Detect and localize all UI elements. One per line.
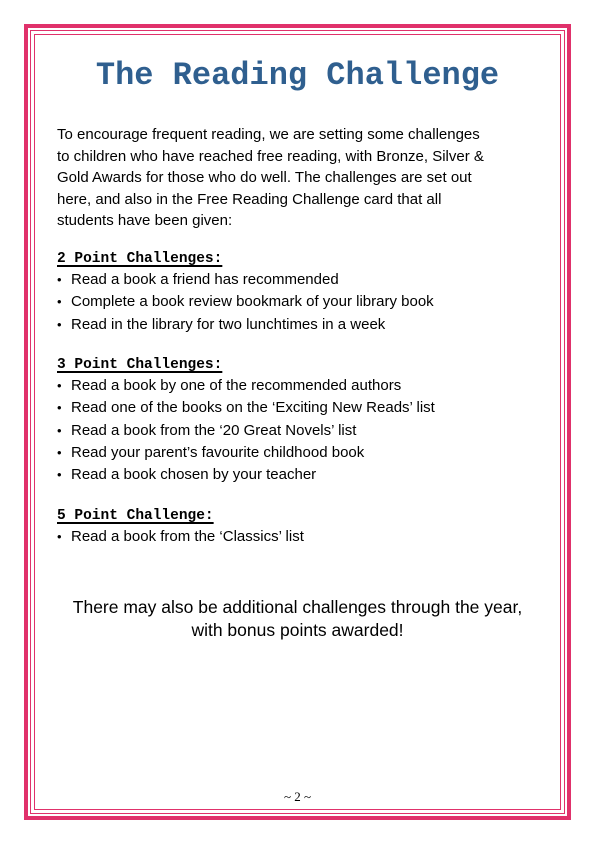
list-item [57,269,547,291]
closing-line: There may also be additional challenges through the year, [72,597,523,617]
challenge-text: Read a book from the ‘20 Great Novels’ list [71,421,357,439]
challenge-text: Read in the library for two lunchtimes in a week [71,315,386,333]
page-number: ~ 2 ~ [283,789,312,804]
bullet-icon: • [57,444,62,460]
intro-line: students have been given: [57,212,233,229]
list-item [57,291,547,313]
intro-line: Gold Awards for those who do well. The challenges are set out [57,169,472,186]
section-heading: 2 Point Challenges: [57,251,223,267]
list-item [57,314,547,336]
intro-line: To encourage frequent reading, we are setting some challenges [57,126,480,143]
list-item [57,375,547,397]
bullet-icon: • [57,272,62,287]
bullet-icon: • [57,294,62,310]
list-item [57,420,547,442]
page-title: The Reading Challenge [95,57,500,94]
bullet-icon: • [57,316,62,332]
bullet-icon: • [57,529,62,544]
intro-line: here, and also in the Free Reading Challenge card that all [57,190,442,208]
bullet-icon: • [57,467,62,483]
list-item [57,526,547,548]
list-item [57,442,547,464]
challenge-text: Read your parent’s favourite childhood book [71,443,365,461]
section-heading: 5 Point Challenge: [57,508,214,524]
challenge-text: Read a book chosen by your teacher [71,466,317,484]
intro-paragraph [57,124,547,232]
challenge-list [57,526,547,548]
closing-line: with bonus points awarded! [191,620,404,640]
list-item [57,397,547,419]
bullet-icon: • [57,378,62,393]
challenge-text: Read a book a friend has recommended [71,271,339,288]
section-2-point-challenges [57,249,547,336]
section-5-point-challenge [57,506,547,548]
intro-line: to children who have reached free reading, with Bronze, Silver & [57,147,484,165]
section-heading: 3 Point Challenges: [57,357,223,373]
challenge-list [57,375,547,486]
challenge-text: Read one of the books on the ‘Exciting New Reads’ list [71,399,435,417]
challenge-text: Complete a book review bookmark of your library book [71,293,434,311]
section-3-point-challenges [57,355,547,486]
closing-note [34,596,561,642]
challenge-text: Read a book from the ‘Classics’ list [71,528,304,545]
bullet-icon: • [57,400,62,416]
challenge-text: Read a book by one of the recommended authors [71,377,402,394]
list-item [57,464,547,486]
bullet-icon: • [57,422,62,438]
challenge-list [57,269,547,336]
